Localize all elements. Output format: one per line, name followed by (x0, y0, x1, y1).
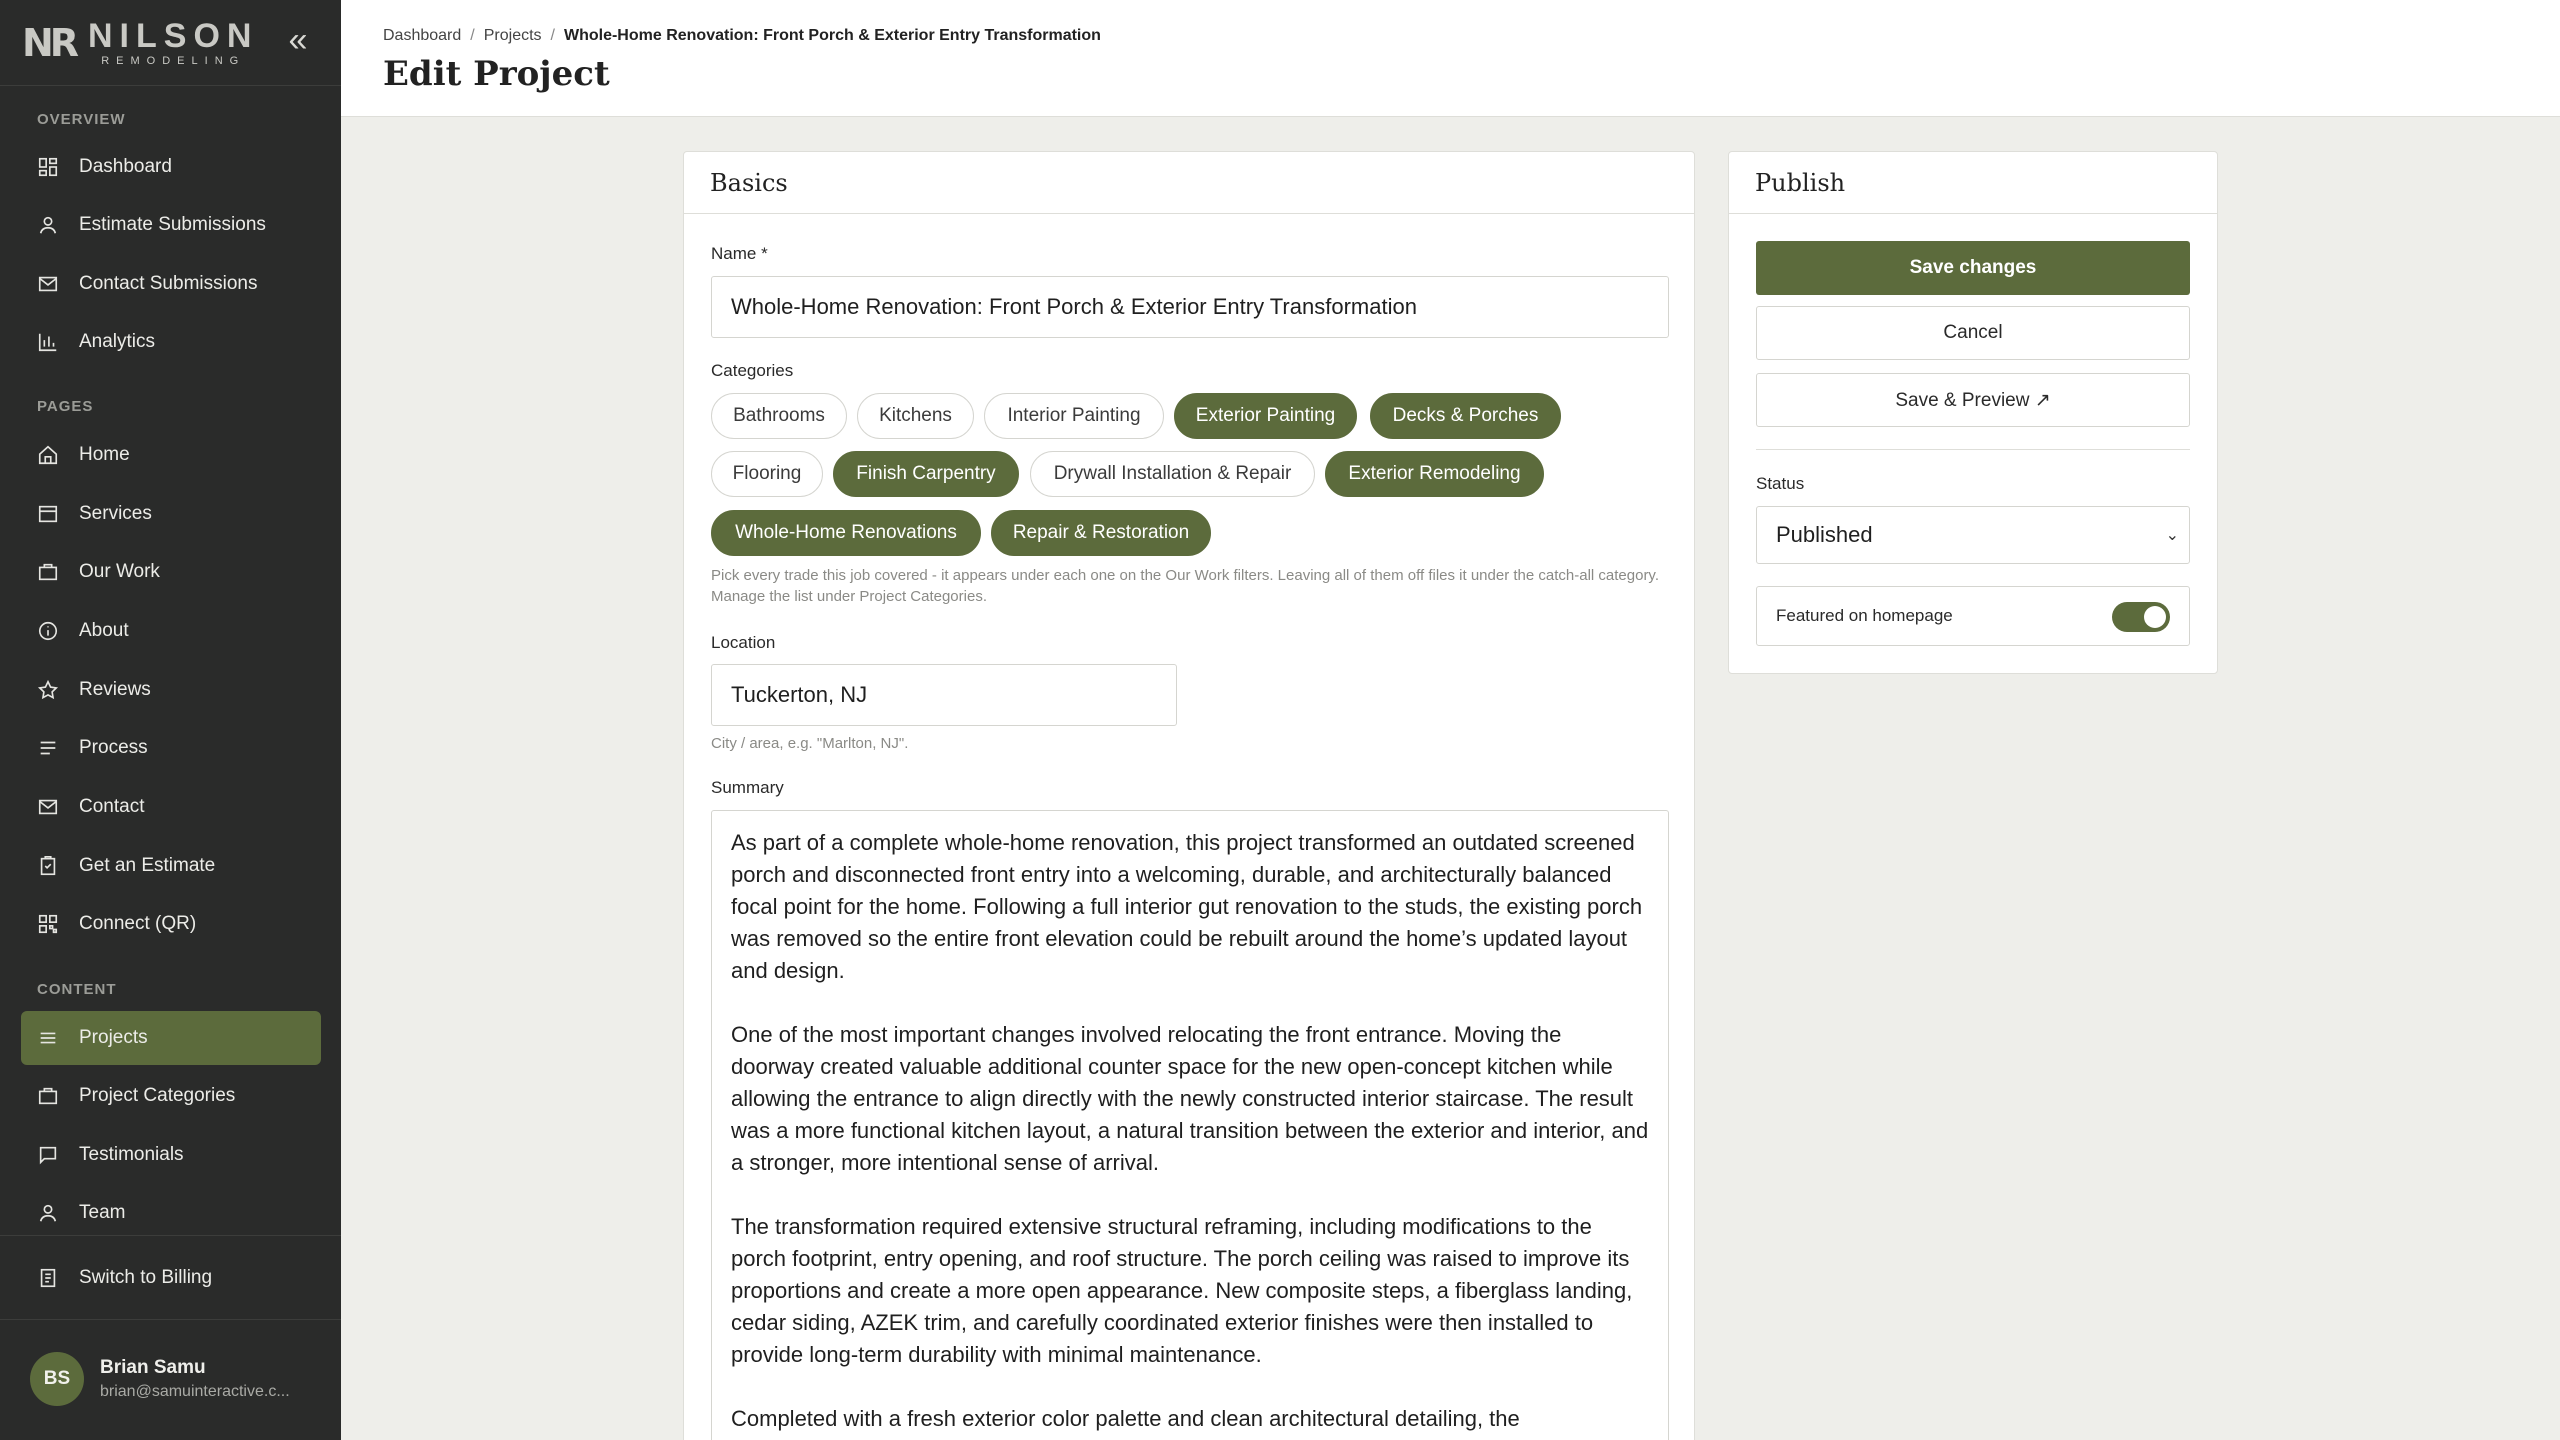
section-pages-label: PAGES (37, 398, 94, 415)
breadcrumb-projects-link[interactable]: Projects (483, 27, 542, 44)
brand-tagline: REMODELING (101, 54, 246, 67)
category-chip-drywall[interactable]: Drywall Installation & Repair (1030, 451, 1315, 497)
sidebar-item-label: Projects (79, 1027, 148, 1048)
sidebar-item-testimonials[interactable] (21, 1128, 321, 1182)
page-title: Edit Project (383, 54, 610, 94)
qr-icon (37, 913, 59, 935)
category-chip-whole-home-renovations[interactable]: Whole-Home Renovations (711, 510, 981, 556)
user-profile[interactable] (30, 1352, 290, 1406)
briefcase-icon (37, 1085, 59, 1107)
sidebar-item-process[interactable] (21, 721, 321, 775)
sidebar-item-label: Process (79, 737, 148, 758)
switch-to-billing-button[interactable] (21, 1251, 321, 1305)
brand-logo[interactable] (0, 0, 341, 86)
name-input[interactable]: Whole-Home Renovation: Front Porch & Exterior Entry Transformation (711, 276, 1669, 338)
summary-textarea[interactable]: As part of a complete whole-home renovation, this project transformed an outdated screened porch and disconnected front entry into a welcoming, durable, and architecturally balanced focal point for the home. Following a full interior gut renovation to the studs, the existing porch was removed so the entire front elevation could be rebuilt around the home’s updated layout and design. One of the most important changes involved relocating the front entrance. Moving the doorway created valuable additional counter space for the new open-concept kitchen while allowing the entrance to align directly with the newly constructed interior staircase. The result was a more functional kitchen layout, a natural transition between the exterior and interior, and a stronger, more intentional sense of arrival. The transformation required extensive structural reframing, including modifications to the porch footprint, entry opening, and roof structure. The porch ceiling was raised to improve its proportions and create a more open appearance. New composite steps, a fiberglass landing, cedar siding, AZEK trim, and carefully coordinated exterior finishes were then installed to provide long-term durability with minimal maintenance. Completed with a fresh exterior color palette and clean architectural detailing, the (711, 810, 1669, 1440)
save-preview-button[interactable]: Save & Preview ↗ (1756, 373, 2190, 427)
sidebar-divider (0, 1319, 341, 1320)
featured-toggle[interactable] (2112, 602, 2170, 632)
menu-icon (37, 1027, 59, 1049)
name-label: Name * (711, 244, 768, 263)
sidebar-item-label: Dashboard (79, 156, 172, 177)
sidebar-item-label: About (79, 620, 129, 641)
user-icon (37, 1202, 59, 1224)
sidebar-item-project-categories[interactable] (21, 1069, 321, 1123)
sidebar-item-services[interactable] (21, 487, 321, 541)
category-chip-finish-carpentry[interactable]: Finish Carpentry (833, 451, 1019, 497)
sidebar-item-label: Services (79, 503, 152, 524)
publish-divider (1756, 449, 2190, 450)
sidebar-item-label: Connect (QR) (79, 913, 197, 934)
briefcase-icon (37, 561, 59, 583)
section-content-label: CONTENT (37, 981, 117, 998)
breadcrumb-separator: / (470, 27, 475, 44)
star-icon (37, 679, 59, 701)
category-chip-flooring[interactable]: Flooring (711, 451, 823, 497)
sidebar-item-label: Project Categories (79, 1085, 236, 1106)
breadcrumb-current: Whole-Home Renovation: Front Porch & Exterior Entry Transformation (563, 27, 1101, 44)
list-icon (37, 737, 59, 759)
location-input[interactable]: Tuckerton, NJ (711, 664, 1177, 726)
basics-heading: Basics (684, 152, 1694, 214)
breadcrumb (383, 27, 1101, 45)
mail-icon (37, 796, 59, 818)
status-select[interactable] (1756, 506, 2190, 564)
category-chip-interior-painting[interactable]: Interior Painting (984, 393, 1164, 439)
location-label: Location (711, 633, 776, 652)
category-chip-decks-porches[interactable]: Decks & Porches (1370, 393, 1561, 439)
window-icon (37, 503, 59, 525)
toggle-knob (2144, 606, 2166, 628)
category-chip-repair-restoration[interactable]: Repair & Restoration (991, 510, 1211, 556)
sidebar-item-analytics[interactable] (21, 315, 321, 369)
sidebar-item-connect-qr[interactable] (21, 897, 321, 951)
cancel-button[interactable]: Cancel (1756, 306, 2190, 360)
sidebar-item-label: Contact (79, 796, 145, 817)
sidebar-item-projects[interactable] (21, 1011, 321, 1065)
bar-chart-icon (37, 331, 59, 353)
status-label: Status (1756, 474, 1805, 493)
category-chip-exterior-remodeling[interactable]: Exterior Remodeling (1325, 451, 1544, 497)
clipboard-icon (37, 855, 59, 877)
home-icon (37, 444, 59, 466)
featured-label: Featured on homepage (1776, 606, 1953, 625)
category-chip-kitchens[interactable]: Kitchens (857, 393, 974, 439)
summary-label: Summary (711, 778, 784, 797)
categories-hint: Pick every trade this job covered - it appears under each one on the Our Work filters. Leaving all of them off files it under the catch-all category. Manage the list under Project Categories. (711, 567, 1659, 605)
brand-wordmark (88, 16, 259, 67)
chat-icon (37, 1144, 59, 1166)
sidebar-item-our-work[interactable] (21, 545, 321, 599)
sidebar-item-home[interactable] (21, 428, 321, 482)
sidebar-item-get-an-estimate[interactable] (21, 839, 321, 893)
info-icon (37, 620, 59, 642)
sidebar-item-dashboard[interactable] (21, 140, 321, 194)
sidebar-item-reviews[interactable] (21, 663, 321, 717)
sidebar-item-team[interactable] (21, 1186, 321, 1240)
category-chip-bathrooms[interactable]: Bathrooms (711, 393, 847, 439)
sidebar-item-label: Team (79, 1202, 126, 1223)
sidebar-item-label: Home (79, 444, 130, 465)
sidebar-item-label: Our Work (79, 561, 160, 582)
sidebar-item-label: Testimonials (79, 1144, 184, 1165)
category-chip-exterior-painting[interactable]: Exterior Painting (1174, 393, 1357, 439)
sidebar-item-label: Get an Estimate (79, 855, 216, 876)
location-hint: City / area, e.g. "Marlton, NJ". (711, 735, 909, 752)
brand-name: NILSON (88, 16, 259, 55)
user-email: brian@samuinteractive.c... (100, 1383, 290, 1400)
breadcrumb-separator: / (550, 27, 555, 44)
sidebar-item-contact[interactable] (21, 780, 321, 834)
sidebar-item-label: Estimate Submissions (79, 214, 266, 235)
publish-card (1728, 151, 2218, 674)
user-icon (37, 214, 59, 236)
sidebar-item-estimate-submissions[interactable] (21, 198, 321, 252)
sidebar-divider (0, 1235, 341, 1236)
receipt-icon (37, 1267, 59, 1289)
sidebar-item-about[interactable] (21, 604, 321, 658)
chevron-down-icon: ⌄ (2165, 527, 2179, 544)
save-changes-button[interactable]: Save changes (1756, 241, 2190, 295)
sidebar (0, 0, 341, 1440)
basics-card (683, 151, 1695, 1440)
featured-row (1756, 586, 2190, 646)
collapse-sidebar-icon[interactable]: « (288, 21, 308, 59)
sidebar-item-contact-submissions[interactable] (21, 257, 321, 311)
status-select-value: Published (1776, 522, 1873, 547)
avatar: BS (30, 1352, 84, 1406)
breadcrumb-dashboard-link[interactable]: Dashboard (383, 27, 462, 44)
publish-heading: Publish (1729, 152, 2217, 214)
categories-label: Categories (711, 361, 794, 380)
dashboard-icon (37, 156, 59, 178)
mail-icon (37, 273, 59, 295)
switch-billing-label: Switch to Billing (79, 1267, 213, 1288)
sidebar-item-label: Reviews (79, 679, 151, 700)
sidebar-item-label: Analytics (79, 331, 156, 352)
sidebar-item-label: Contact Submissions (79, 273, 258, 294)
brand-mark: NR (22, 20, 76, 65)
user-name: Brian Samu (100, 1357, 206, 1378)
page-header (341, 0, 2560, 117)
section-overview-label: OVERVIEW (37, 111, 126, 128)
